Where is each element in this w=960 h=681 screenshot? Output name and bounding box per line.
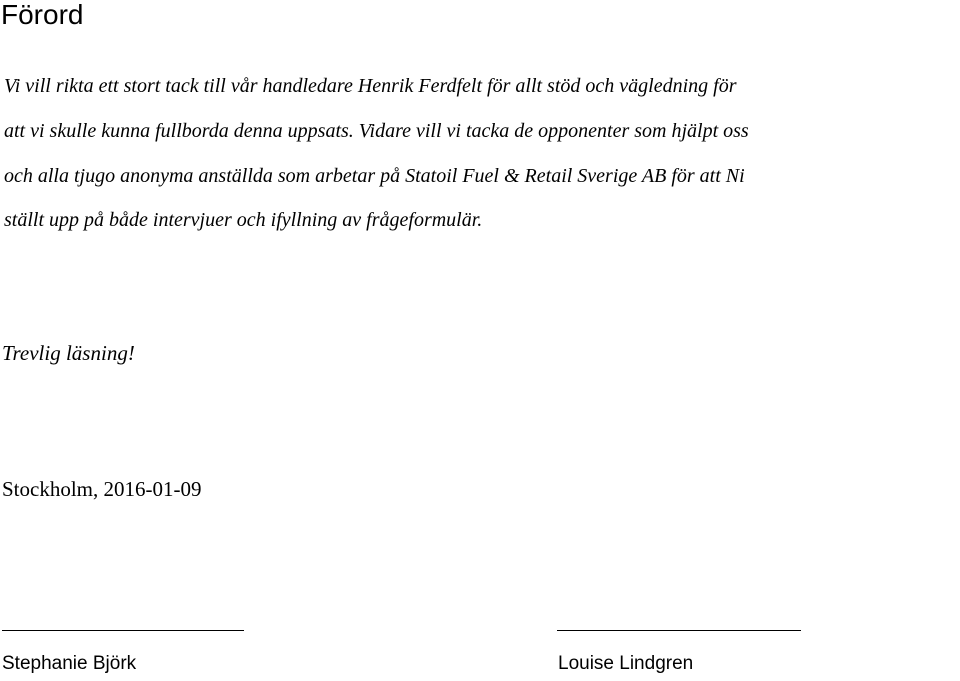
- paragraph-line: att vi skulle kunna fullborda denna uppsats. Vidare vill vi tacka de opponenter som hjälpt oss: [4, 120, 749, 142]
- paragraph-line: ställt upp på både intervjuer och ifyllning av frågeformulär.: [4, 209, 483, 231]
- signature-name-right: Louise Lindgren: [558, 653, 694, 674]
- signature-name-left: Stephanie Björk: [2, 653, 137, 674]
- acknowledgement-paragraph: [2, 0, 960, 681]
- signature-line-right: [557, 630, 801, 631]
- signature-line-left: [2, 630, 244, 631]
- closing-greeting: Trevlig läsning!: [2, 341, 135, 365]
- paragraph-line: och alla tjugo anonyma anställda som arbetar på Statoil Fuel & Retail Sverige AB för att Ni: [4, 165, 745, 187]
- place-and-date: Stockholm, 2016-01-09: [2, 477, 202, 501]
- page-title: Förord: [1, 0, 84, 30]
- paragraph-line: Vi vill rikta ett stort tack till vår handledare Henrik Ferdfelt för allt stöd och vägledning för: [4, 75, 737, 97]
